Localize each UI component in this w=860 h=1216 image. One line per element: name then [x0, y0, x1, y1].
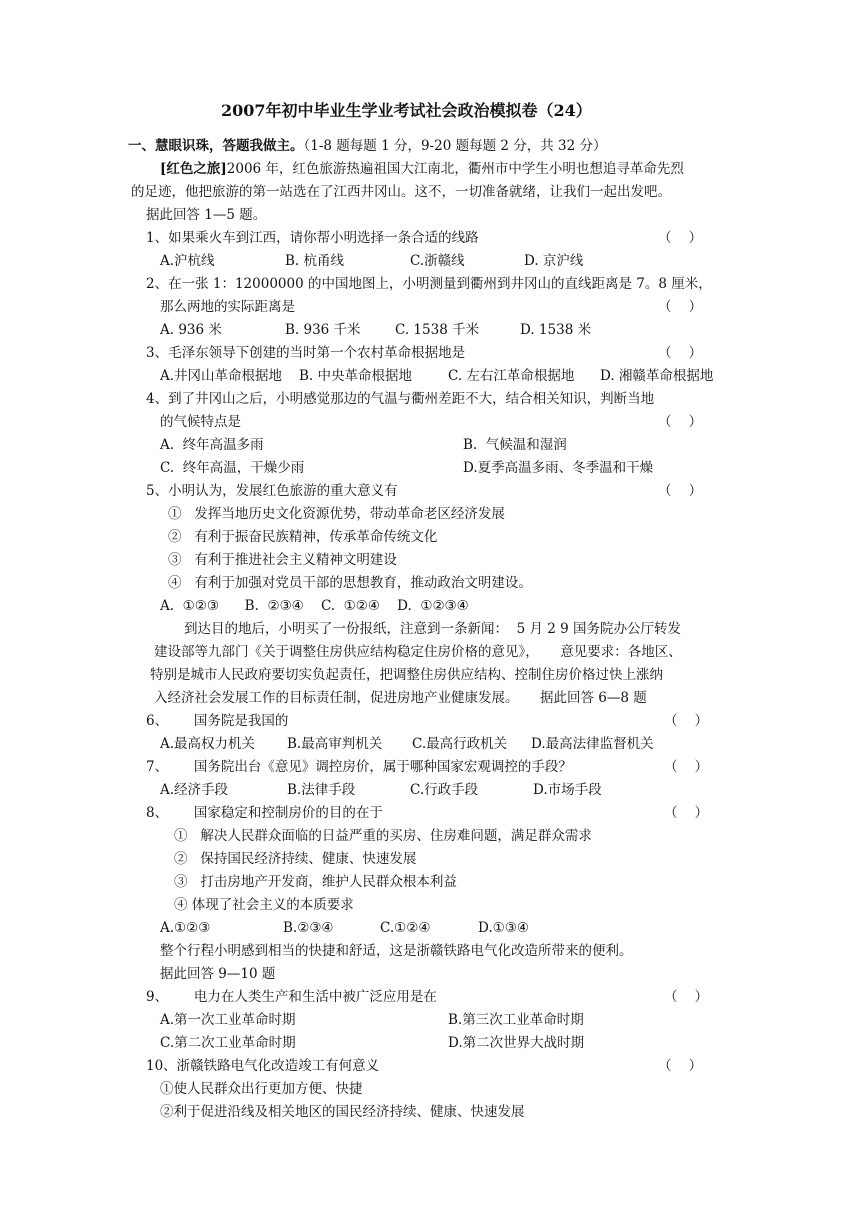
question-3-option-d: D. 湘赣革命根据地: [600, 368, 714, 384]
question-4-option-a: A. 终年高温多雨: [160, 437, 264, 453]
question-9-stem: 9、 电力在人类生产和生活中被广泛应用是在: [146, 989, 437, 1005]
question-7-option-d: D.市场手段: [533, 782, 602, 798]
question-7-option-a: A.经济手段: [160, 782, 229, 798]
question-10-item-2: ②利于促进沿线及相关地区的国民经济持续、健康、快速发展: [160, 1104, 525, 1120]
trip-line-1: 整个行程小明感到相当的快捷和舒适，这是浙赣铁路电气化改造所带来的便利。: [160, 943, 633, 959]
question-8-item-3: ③ 打击房地产开发商，维护人民群众根本利益: [174, 874, 457, 890]
question-10-stem: 10、浙赣铁路电气化改造竣工有何意义: [146, 1058, 380, 1074]
question-4-answer-blank: （ ）: [658, 414, 703, 430]
question-9-option-a: A.第一次工业革命时期: [160, 1012, 296, 1028]
news-line-3: 特别是城市人民政府要切实负起责任，把调整住房供应结构、控制住房价格过快上涨纳: [150, 667, 663, 683]
intro-line-1: [红色之旅]2006 年，红色旅游热遍祖国大江南北，衢州市中学生小明也想追寻革命先烈: [160, 161, 684, 177]
question-1-option-a: A.沪杭线: [160, 253, 215, 269]
question-9-option-b: B.第三次工业革命时期: [448, 1012, 584, 1028]
question-6-answer-blank: （ ）: [664, 713, 709, 729]
question-6-option-c: C.最高行政机关: [412, 736, 508, 752]
question-2-stem-2: 那么两地的实际距离是: [160, 299, 295, 315]
news-line-1: 到达目的地后，小明买了一份报纸，注意到一条新闻： 5 月 2 9 国务院办公厅转发: [184, 621, 682, 637]
question-4-option-d: D.夏季高温多雨、冬季温和干燥: [463, 460, 654, 476]
question-2-option-b: B. 936 千米: [285, 322, 361, 338]
question-1-option-c: C.浙赣线: [410, 253, 465, 269]
question-8-option-b: B.②③④: [283, 920, 334, 936]
question-8-item-1: ① 解决人民群众面临的日益严重的买房、住房难问题，满足群众需求: [174, 828, 592, 844]
question-9-option-d: D.第二次世界大战时期: [448, 1035, 585, 1051]
intro-line-2: 的足迹，他把旅游的第一站选在了江西井冈山。这不，一切准备就绪，让我们一起出发吧。: [131, 184, 671, 200]
question-8-answer-blank: （ ）: [664, 805, 709, 821]
question-3-option-a: A.井冈山革命根据地: [160, 368, 283, 384]
news-line-4: 入经济社会发展工作的目标责任制，促进房地产业健康发展。 据此回答 6—8 题: [154, 690, 647, 706]
question-8-option-a: A.①②③: [160, 920, 211, 936]
news-line-2: 建设部等九部门《关于调整住房供应结构稳定住房价格的意见》， 意见要求：各地区、: [154, 644, 682, 660]
question-2-stem-1: 2、在一张 1：12000000 的中国地图上，小明测量到衢州到井冈山的直线距离是 7。8 厘米，: [146, 276, 712, 292]
question-5-item-1: ① 发挥当地历史文化资源优势，带动革命老区经济发展: [168, 506, 505, 522]
question-1-stem: 1、如果乘火车到江西，请你帮小明选择一条合适的线路: [146, 230, 479, 246]
question-2-option-a: A. 936 米: [160, 322, 222, 338]
question-6-option-d: D.最高法律监督机关: [531, 736, 654, 752]
question-7-stem: 7、 国务院出台《意见》调控房价，属于哪种国家宏观调控的手段？: [146, 759, 572, 775]
question-5-item-4: ④ 有利于加强对党员干部的思想教育，推动政治文明建设。: [168, 575, 532, 591]
question-8-item-4: ④ 体现了社会主义的本质要求: [174, 897, 354, 913]
intro-tag: [红色之旅]: [160, 161, 227, 177]
question-3-stem: 3、毛泽东领导下创建的当时第一个农村革命根据地是: [146, 345, 466, 361]
question-5-item-2: ② 有利于振奋民族精神，传承革命传统文化: [168, 529, 438, 545]
question-9-answer-blank: （ ）: [664, 989, 709, 1005]
question-2-option-d: D. 1538 米: [520, 322, 592, 338]
question-8-item-2: ② 保持国民经济持续、健康、快速发展: [174, 851, 417, 867]
trip-line-2: 据此回答 9—10 题: [160, 966, 276, 982]
question-3-option-b: B. 中央革命根据地: [299, 368, 413, 384]
section-heading-bold: 一、慧眼识珠，答题我做主。: [128, 138, 304, 154]
question-8-stem: 8、 国家稳定和控制房价的目的在于: [146, 805, 383, 821]
section-heading: [128, 137, 607, 155]
question-4-option-b: B. 气候温和湿润: [463, 437, 567, 453]
page-title: 2007年初中毕业生学业考试社会政治模拟卷（24）: [221, 101, 592, 120]
section-heading-note: （1-8 题每题 1 分，9-20 题每题 2 分，共 32 分）: [303, 138, 607, 154]
question-4-stem-2: 的气候特点是: [160, 414, 241, 430]
question-4-stem-1: 4、到了井冈山之后，小明感觉那边的气温与衢州差距不大，结合相关知识，判断当地: [146, 391, 655, 407]
question-7-option-b: B.法律手段: [287, 782, 356, 798]
intro-line-3: 据此回答 1—5 题。: [146, 207, 267, 223]
question-3-option-c: C. 左右江革命根据地: [448, 368, 575, 384]
question-6-stem: 6、 国务院是我国的: [146, 713, 289, 729]
question-1-answer-blank: （ ）: [658, 230, 703, 246]
question-6-option-b: B.最高审判机关: [287, 736, 383, 752]
question-5-stem: 5、小明认为，发展红色旅游的重大意义有: [146, 483, 398, 499]
question-5-choices: A. ①②③ B. ②③④ C. ①②④ D. ①②③④: [160, 598, 469, 614]
question-3-answer-blank: （ ）: [658, 345, 703, 361]
question-5-item-3: ③ 有利于推进社会主义精神文明建设: [168, 552, 397, 568]
question-7-answer-blank: （ ）: [664, 759, 709, 775]
question-9-option-c: C.第二次工业革命时期: [160, 1035, 296, 1051]
question-5-answer-blank: （ ）: [658, 483, 703, 499]
question-10-item-1: ①使人民群众出行更加方便、快捷: [160, 1081, 363, 1097]
question-1-option-d: D. 京沪线: [524, 253, 584, 269]
question-8-option-d: D.①③④: [478, 920, 529, 936]
question-2-answer-blank: （ ）: [658, 299, 703, 315]
question-10-answer-blank: （ ）: [658, 1058, 703, 1074]
question-7-option-c: C.行政手段: [410, 782, 479, 798]
question-1-option-b: B. 杭甬线: [285, 253, 345, 269]
question-6-option-a: A.最高权力机关: [160, 736, 256, 752]
question-4-option-c: C. 终年高温，干燥少雨: [160, 460, 305, 476]
question-8-option-c: C.①②④: [380, 920, 431, 936]
question-2-option-c: C. 1538 千米: [395, 322, 480, 338]
